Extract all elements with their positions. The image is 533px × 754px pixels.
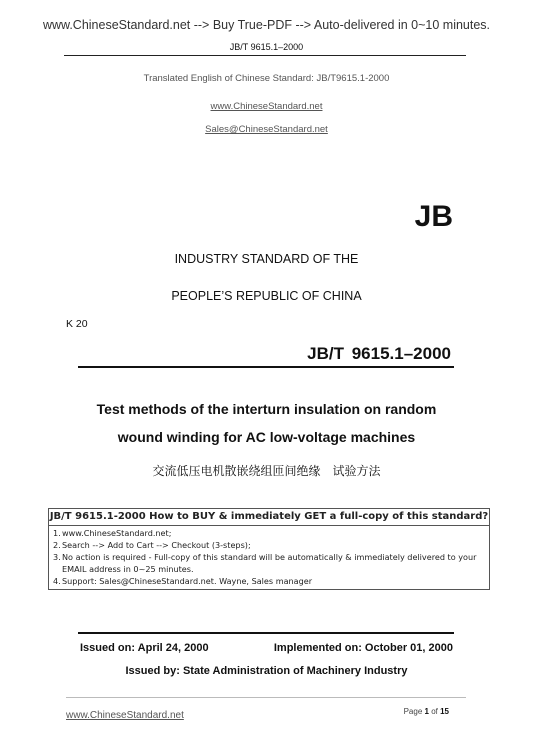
standard-type-line1: INDUSTRY STANDARD OF THE <box>174 252 359 266</box>
standard-number: JB/T 9615.1–2000 <box>307 344 451 363</box>
footer-link-row <box>66 705 184 723</box>
purchase-step <box>53 551 485 575</box>
purchase-box-divider <box>49 525 489 526</box>
footer-site-link[interactable]: www.ChineseStandard.net <box>66 710 184 721</box>
issued-date: Issued on: April 24, 2000 <box>80 642 209 654</box>
page-label: Page <box>403 707 423 716</box>
purchase-steps-list <box>53 527 485 587</box>
standard-type-line2: PEOPLE’S REPUBLIC OF CHINA <box>171 289 362 303</box>
implemented-date: Implemented on: October 01, 2000 <box>273 642 453 654</box>
issuing-authority: Issued by: State Administration of Machinery Industry <box>125 665 408 677</box>
classification-code: K 20 <box>66 318 88 330</box>
step-text: Search --> Add to Cart --> Checkout (3-steps); <box>62 540 251 550</box>
step-number: 1. <box>53 528 61 538</box>
purchase-box-title: JB/T 9615.1-2000 How to BUY & immediately GET a full-copy of this standard? <box>49 511 489 522</box>
page-total: 15 <box>440 707 449 716</box>
site-link-row <box>0 96 533 114</box>
step-number: 2. <box>53 540 61 550</box>
purchase-step <box>53 539 485 551</box>
purchase-info-box <box>48 508 490 590</box>
jb-logo: JB <box>414 200 453 233</box>
step-text: Support: Sales@ChineseStandard.net. Wayne, Sales manager <box>62 576 313 586</box>
page-number <box>404 707 449 716</box>
top-banner: www.ChineseStandard.net --> Buy True-PDF --> Auto-delivered in 0~10 minutes. <box>42 18 491 32</box>
purchase-step <box>53 575 485 587</box>
translation-note: Translated English of Chinese Standard: JB/T9615.1-2000 <box>143 73 390 84</box>
page-current: 1 <box>424 707 429 716</box>
step-number: 4. <box>53 576 61 586</box>
page-of: of <box>431 707 438 716</box>
header-divider <box>64 55 466 56</box>
title-chinese: 交流低压电机散嵌绕组匝间绝缘 试验方法 <box>152 464 381 478</box>
dates-divider <box>78 632 454 634</box>
email-link[interactable]: Sales@ChineseStandard.net <box>205 124 328 135</box>
purchase-step <box>53 527 485 539</box>
standard-number-divider <box>78 366 454 368</box>
header-standard-code: JB/T 9615.1–2000 <box>229 42 304 52</box>
title-english-line2: wound winding for AC low-voltage machines <box>117 429 416 445</box>
footer-divider <box>66 697 466 698</box>
title-english-line1: Test methods of the interturn insulation on random <box>96 401 437 417</box>
site-link[interactable]: www.ChineseStandard.net <box>210 101 323 112</box>
step-text: No action is required - Full-copy of this standard will be automatically & immediately delivered to your EMAIL address in 0~25 minutes. <box>62 552 477 574</box>
step-text: www.ChineseStandard.net; <box>62 528 172 538</box>
step-number: 3. <box>53 552 61 562</box>
email-link-row <box>0 119 533 137</box>
